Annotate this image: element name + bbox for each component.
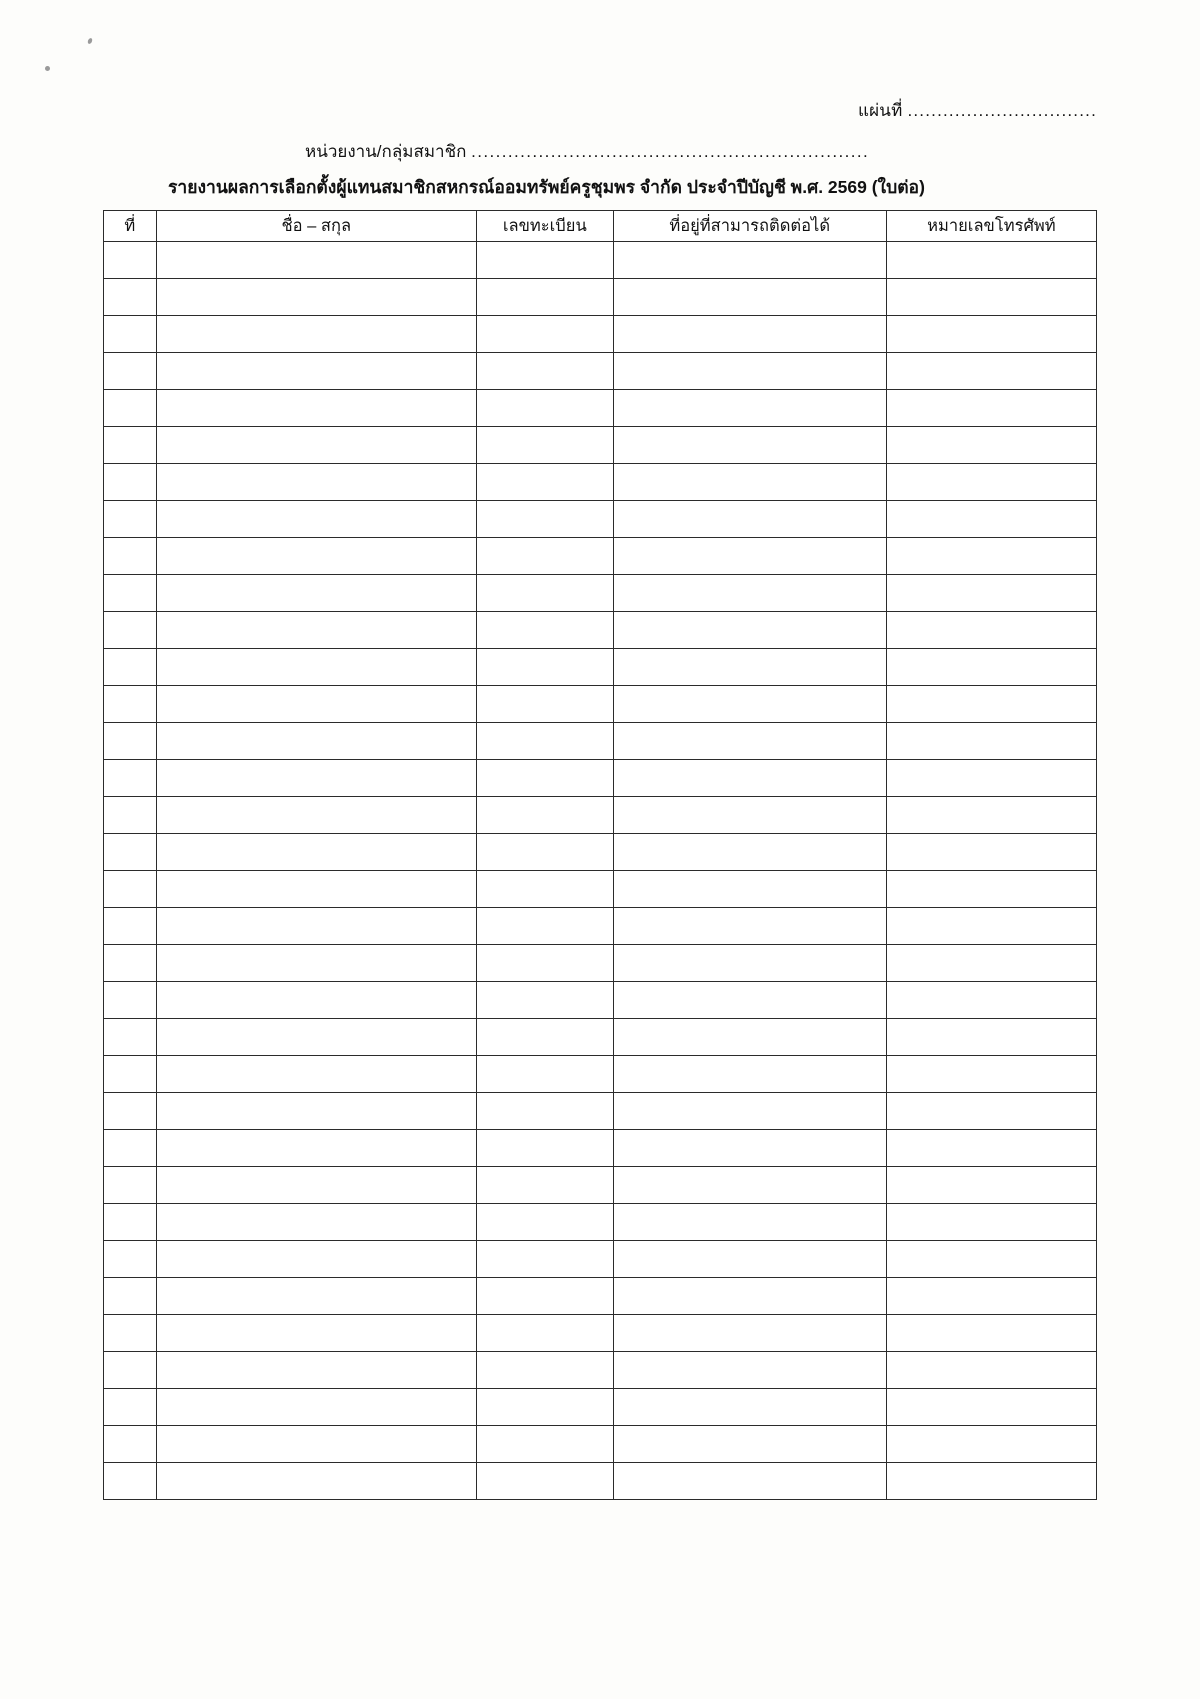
cell-phone[interactable]	[886, 686, 1096, 723]
table-row	[104, 649, 1097, 686]
table-row	[104, 1204, 1097, 1241]
scan-speck-icon	[45, 66, 50, 71]
cell-phone[interactable]	[886, 427, 1096, 464]
cell-phone[interactable]	[886, 1389, 1096, 1426]
table-row	[104, 1426, 1097, 1463]
cell-no[interactable]	[104, 427, 157, 464]
cell-reg[interactable]	[477, 1056, 614, 1093]
cell-no[interactable]	[104, 871, 157, 908]
cell-phone[interactable]	[886, 279, 1096, 316]
cell-phone[interactable]	[886, 945, 1096, 982]
cell-name[interactable]	[156, 242, 476, 279]
cell-name[interactable]	[156, 908, 476, 945]
cell-phone[interactable]	[886, 1315, 1096, 1352]
cell-name[interactable]	[156, 723, 476, 760]
cell-no[interactable]	[104, 1130, 157, 1167]
cell-phone[interactable]	[886, 908, 1096, 945]
cell-phone[interactable]	[886, 797, 1096, 834]
table-row	[104, 353, 1097, 390]
cell-reg[interactable]	[477, 390, 614, 427]
table-row	[104, 871, 1097, 908]
cell-no[interactable]	[104, 390, 157, 427]
cell-no[interactable]	[104, 316, 157, 353]
cell-reg[interactable]	[477, 538, 614, 575]
cell-name[interactable]	[156, 945, 476, 982]
table-row	[104, 612, 1097, 649]
cell-addr[interactable]	[613, 279, 886, 316]
cell-no[interactable]	[104, 279, 157, 316]
cell-reg[interactable]	[477, 1204, 614, 1241]
page-title: รายงานผลการเลือกตั้งผู้แทนสมาชิกสหกรณ์ออมทรัพย์ครูชุมพร จำกัด ประจำปีบัญชี พ.ศ. 2569 (ใบต่อ)	[168, 177, 925, 197]
cell-name[interactable]	[156, 649, 476, 686]
cell-addr[interactable]	[613, 538, 886, 575]
cell-no[interactable]	[104, 723, 157, 760]
cell-phone[interactable]	[886, 1241, 1096, 1278]
cell-name[interactable]	[156, 760, 476, 797]
table-row	[104, 982, 1097, 1019]
cell-reg[interactable]	[477, 1093, 614, 1130]
cell-reg[interactable]	[477, 575, 614, 612]
cell-reg[interactable]	[477, 242, 614, 279]
cell-name[interactable]	[156, 1352, 476, 1389]
cell-name[interactable]	[156, 575, 476, 612]
table-row	[104, 427, 1097, 464]
cell-no[interactable]	[104, 797, 157, 834]
cell-reg[interactable]	[477, 1130, 614, 1167]
cell-addr[interactable]	[613, 464, 886, 501]
cell-addr[interactable]	[613, 1315, 886, 1352]
cell-addr[interactable]	[613, 1389, 886, 1426]
cell-no[interactable]	[104, 908, 157, 945]
cell-name[interactable]	[156, 871, 476, 908]
cell-phone[interactable]	[886, 649, 1096, 686]
cell-reg[interactable]	[477, 834, 614, 871]
cell-no[interactable]	[104, 686, 157, 723]
cell-addr[interactable]	[613, 760, 886, 797]
cell-addr[interactable]	[613, 390, 886, 427]
cell-no[interactable]	[104, 834, 157, 871]
cell-no[interactable]	[104, 612, 157, 649]
cell-name[interactable]	[156, 1315, 476, 1352]
unit-group-blank: .................................................................	[471, 142, 870, 161]
cell-name[interactable]	[156, 1056, 476, 1093]
cell-phone[interactable]	[886, 1093, 1096, 1130]
cell-addr[interactable]	[613, 982, 886, 1019]
cell-phone[interactable]	[886, 501, 1096, 538]
cell-reg[interactable]	[477, 279, 614, 316]
cell-phone[interactable]	[886, 1278, 1096, 1315]
cell-addr[interactable]	[613, 723, 886, 760]
cell-reg[interactable]	[477, 1352, 614, 1389]
cell-addr[interactable]	[613, 353, 886, 390]
table-row	[104, 1093, 1097, 1130]
column-header-address: ที่อยู่ที่สามารถติดต่อได้	[613, 211, 886, 242]
cell-reg[interactable]	[477, 797, 614, 834]
cell-reg[interactable]	[477, 649, 614, 686]
cell-no[interactable]	[104, 538, 157, 575]
sheet-number-blank: ................................	[907, 101, 1097, 120]
cell-phone[interactable]	[886, 538, 1096, 575]
table-row	[104, 908, 1097, 945]
cell-addr[interactable]	[613, 1204, 886, 1241]
cell-reg[interactable]	[477, 1019, 614, 1056]
cell-addr[interactable]	[613, 242, 886, 279]
cell-name[interactable]	[156, 464, 476, 501]
cell-name[interactable]	[156, 1130, 476, 1167]
cell-phone[interactable]	[886, 1426, 1096, 1463]
cell-no[interactable]	[104, 1204, 157, 1241]
cell-phone[interactable]	[886, 723, 1096, 760]
cell-no[interactable]	[104, 945, 157, 982]
cell-addr[interactable]	[613, 1241, 886, 1278]
cell-addr[interactable]	[613, 1093, 886, 1130]
cell-phone[interactable]	[886, 353, 1096, 390]
cell-no[interactable]	[104, 464, 157, 501]
table-row	[104, 1463, 1097, 1500]
table-row	[104, 316, 1097, 353]
cell-reg[interactable]	[477, 871, 614, 908]
cell-reg[interactable]	[477, 945, 614, 982]
cell-addr[interactable]	[613, 575, 886, 612]
table-row	[104, 945, 1097, 982]
cell-addr[interactable]	[613, 1278, 886, 1315]
cell-phone[interactable]	[886, 1463, 1096, 1500]
unit-group-label: หน่วยงาน/กลุ่มสมาชิก	[305, 142, 467, 161]
cell-phone[interactable]	[886, 1130, 1096, 1167]
cell-addr[interactable]	[613, 612, 886, 649]
table-row	[104, 538, 1097, 575]
cell-reg[interactable]	[477, 723, 614, 760]
cell-name[interactable]	[156, 1278, 476, 1315]
cell-no[interactable]	[104, 982, 157, 1019]
cell-reg[interactable]	[477, 760, 614, 797]
sheet-number-line	[858, 97, 1097, 124]
cell-phone[interactable]	[886, 1056, 1096, 1093]
cell-reg[interactable]	[477, 982, 614, 1019]
cell-addr[interactable]	[613, 1167, 886, 1204]
cell-addr[interactable]	[613, 871, 886, 908]
cell-name[interactable]	[156, 390, 476, 427]
cell-reg[interactable]	[477, 1463, 614, 1500]
cell-name[interactable]	[156, 1426, 476, 1463]
table-row	[104, 834, 1097, 871]
scan-speck-icon	[87, 37, 93, 44]
table-row	[104, 1278, 1097, 1315]
cell-name[interactable]	[156, 1167, 476, 1204]
cell-no[interactable]	[104, 242, 157, 279]
table-row	[104, 1389, 1097, 1426]
cell-phone[interactable]	[886, 1352, 1096, 1389]
cell-addr[interactable]	[613, 1056, 886, 1093]
table-row	[104, 1019, 1097, 1056]
column-header-phone: หมายเลขโทรศัพท์	[886, 211, 1096, 242]
table-row	[104, 242, 1097, 279]
table-row	[104, 575, 1097, 612]
cell-reg[interactable]	[477, 353, 614, 390]
cell-no[interactable]	[104, 1315, 157, 1352]
table-row	[104, 1352, 1097, 1389]
cell-addr[interactable]	[613, 1352, 886, 1389]
table-row	[104, 1130, 1097, 1167]
cell-no[interactable]	[104, 1426, 157, 1463]
cell-name[interactable]	[156, 427, 476, 464]
cell-phone[interactable]	[886, 760, 1096, 797]
cell-reg[interactable]	[477, 1389, 614, 1426]
cell-name[interactable]	[156, 538, 476, 575]
cell-phone[interactable]	[886, 1204, 1096, 1241]
cell-name[interactable]	[156, 1093, 476, 1130]
unit-group-line	[305, 138, 869, 165]
cell-name[interactable]	[156, 1204, 476, 1241]
table-row	[104, 390, 1097, 427]
cell-phone[interactable]	[886, 390, 1096, 427]
table-body	[104, 242, 1097, 1500]
cell-reg[interactable]	[477, 464, 614, 501]
table-row	[104, 1241, 1097, 1278]
cell-addr[interactable]	[613, 1463, 886, 1500]
cell-reg[interactable]	[477, 1278, 614, 1315]
cell-phone[interactable]	[886, 575, 1096, 612]
cell-no[interactable]	[104, 649, 157, 686]
cell-reg[interactable]	[477, 316, 614, 353]
cell-reg[interactable]	[477, 1426, 614, 1463]
cell-addr[interactable]	[613, 1426, 886, 1463]
table-row	[104, 1167, 1097, 1204]
table-row	[104, 723, 1097, 760]
cell-name[interactable]	[156, 797, 476, 834]
cell-reg[interactable]	[477, 612, 614, 649]
cell-no[interactable]	[104, 501, 157, 538]
cell-no[interactable]	[104, 1352, 157, 1389]
table-row	[104, 464, 1097, 501]
cell-no[interactable]	[104, 1019, 157, 1056]
cell-no[interactable]	[104, 1167, 157, 1204]
cell-name[interactable]	[156, 1241, 476, 1278]
cell-reg[interactable]	[477, 1241, 614, 1278]
cell-name[interactable]	[156, 1463, 476, 1500]
cell-phone[interactable]	[886, 316, 1096, 353]
cell-addr[interactable]	[613, 501, 886, 538]
cell-addr[interactable]	[613, 945, 886, 982]
cell-addr[interactable]	[613, 649, 886, 686]
cell-name[interactable]	[156, 982, 476, 1019]
cell-no[interactable]	[104, 1463, 157, 1500]
cell-addr[interactable]	[613, 797, 886, 834]
sheet-number-label: แผ่นที่	[857, 101, 903, 120]
cell-name[interactable]	[156, 353, 476, 390]
cell-addr[interactable]	[613, 1130, 886, 1167]
cell-no[interactable]	[104, 1389, 157, 1426]
cell-reg[interactable]	[477, 501, 614, 538]
cell-name[interactable]	[156, 834, 476, 871]
column-header-name: ชื่อ – สกุล	[156, 211, 476, 242]
column-header-registration: เลขทะเบียน	[477, 211, 614, 242]
table-row	[104, 797, 1097, 834]
table-row	[104, 501, 1097, 538]
cell-addr[interactable]	[613, 316, 886, 353]
cell-no[interactable]	[104, 353, 157, 390]
cell-name[interactable]	[156, 316, 476, 353]
cell-addr[interactable]	[613, 908, 886, 945]
cell-phone[interactable]	[886, 1167, 1096, 1204]
cell-phone[interactable]	[886, 1019, 1096, 1056]
cell-reg[interactable]	[477, 686, 614, 723]
cell-name[interactable]	[156, 612, 476, 649]
cell-addr[interactable]	[613, 427, 886, 464]
cell-addr[interactable]	[613, 834, 886, 871]
table-header-row	[104, 211, 1097, 242]
cell-phone[interactable]	[886, 464, 1096, 501]
cell-name[interactable]	[156, 1389, 476, 1426]
cell-no[interactable]	[104, 1056, 157, 1093]
cell-reg[interactable]	[477, 427, 614, 464]
cell-name[interactable]	[156, 1019, 476, 1056]
cell-no[interactable]	[104, 1093, 157, 1130]
cell-name[interactable]	[156, 279, 476, 316]
cell-phone[interactable]	[886, 871, 1096, 908]
cell-name[interactable]	[156, 501, 476, 538]
cell-name[interactable]	[156, 686, 476, 723]
election-result-table	[103, 210, 1097, 1500]
cell-no[interactable]	[104, 575, 157, 612]
cell-no[interactable]	[104, 1278, 157, 1315]
table-row	[104, 279, 1097, 316]
cell-reg[interactable]	[477, 1167, 614, 1204]
cell-phone[interactable]	[886, 612, 1096, 649]
cell-no[interactable]	[104, 1241, 157, 1278]
column-header-no: ที่	[104, 211, 157, 242]
cell-phone[interactable]	[886, 982, 1096, 1019]
cell-reg[interactable]	[477, 908, 614, 945]
table-row	[104, 1056, 1097, 1093]
cell-phone[interactable]	[886, 834, 1096, 871]
table-row	[104, 760, 1097, 797]
cell-addr[interactable]	[613, 1019, 886, 1056]
cell-addr[interactable]	[613, 686, 886, 723]
cell-phone[interactable]	[886, 242, 1096, 279]
cell-no[interactable]	[104, 760, 157, 797]
cell-reg[interactable]	[477, 1315, 614, 1352]
table-row	[104, 1315, 1097, 1352]
table-row	[104, 686, 1097, 723]
